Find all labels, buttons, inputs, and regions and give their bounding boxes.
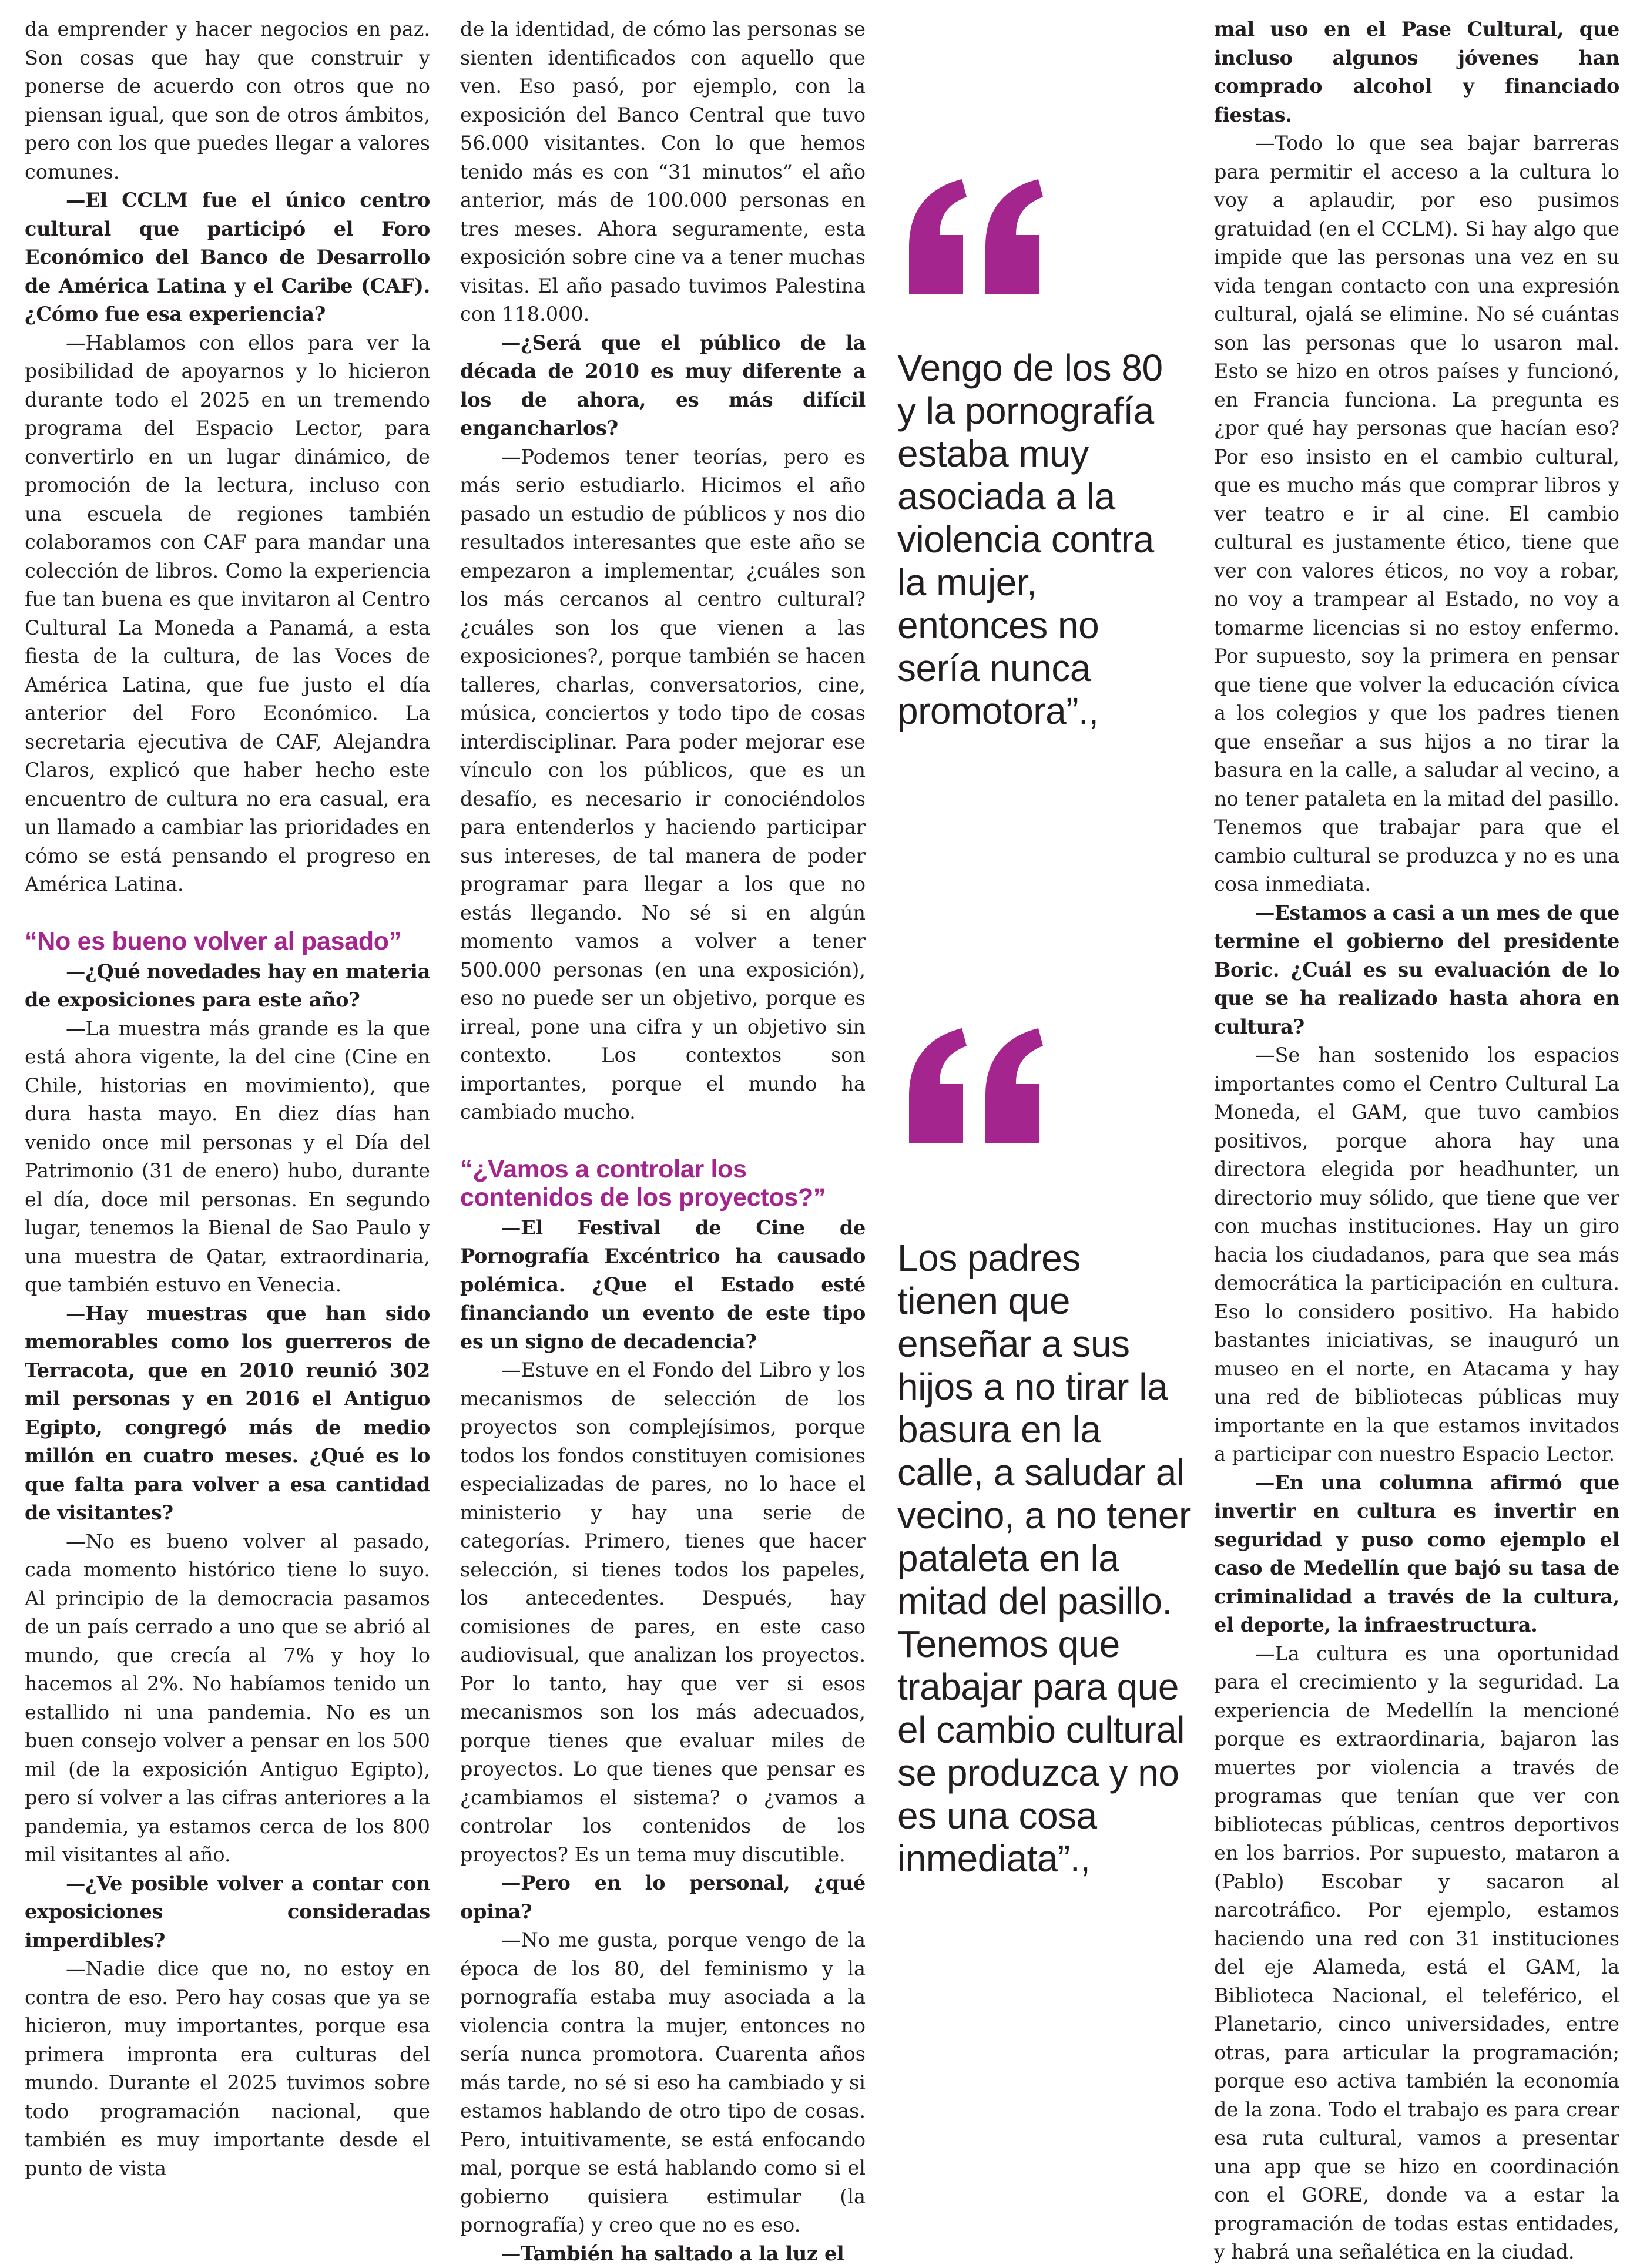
interview-question: —¿Qué novedades hay en materia de exposiciones para este año? xyxy=(25,958,430,1015)
pull-quote-text: Los padres tienen que enseñar a sus hijos a no tirar la basura en la calle, a saludar al vecino, a no tener pataleta en la mitad del pasillo. Tenemos que trabajar para que el cambio cultural se produzca y no es una cosa inmediata”., xyxy=(897,1237,1191,1880)
interview-question: —El Festival de Cine de Pornografía Excéntrico ha causado polémica. ¿Que el Estado esté financiando un evento de este tipo es un signo de decadencia? xyxy=(460,1214,866,1357)
interview-question: —Estamos a casi a un mes de que termine el gobierno del presidente Boric. ¿Cuál es su evaluación de lo que se ha realizado hasta ahora en cultura? xyxy=(1214,899,1619,1042)
paragraph: da emprender y hacer negocios en paz. Son cosas que hay que construir y ponerse de acuerdo con otros que no piensan igual, que son de otros ámbitos, pero con los que puedes llegar a valores comunes. xyxy=(25,15,430,186)
interview-answer: —Estuve en el Fondo del Libro y los mecanismos de selección de los proyectos son complejísimos, porque todos los fondos constituyen comisiones especializadas de pares, no lo hace el ministerio y hay una serie de categorías. Primero, tienes que hacer selección, si tienes todos los papeles, los antecedentes. Después, hay comisiones de pares, en este caso audiovisual, que analizan los proyectos. Por lo tanto, hay que ver si esos mecanismos son los más adecuados, porque tienes que evaluar miles de proyectos. Lo que tienes que pensar es ¿cambiamos el sistema? o ¿vamos a controlar los contenidos de los proyectos? Es un tema muy discutible. xyxy=(460,1356,866,1869)
interview-question: —En una columna afirmó que invertir en cultura es invertir en seguridad y puso como ejemplo el caso de Medellín que bajó su tasa de criminalidad a través de la cultura, el deporte, la infraestructura. xyxy=(1214,1469,1619,1640)
interview-answer: —Hablamos con ellos para ver la posibilidad de apoyarnos y lo hicieron durante todo el 2025 en un tremendo programa del Espacio Lector, para convertirlo en un lugar dinámico, de promoción de la lectura, incluso con una escuela de regiones también colaboramos con CAF para mandar una colección de libros. Como la experiencia fue tan buena es que invitaron al Centro Cultural La Moneda a Panamá, a esta fiesta de la cultura, de las Voces de América Latina, que fue justo el día anterior del Foro Económico. La secretaria ejecutiva de CAF, Alejandra Claros, explicó que haber hecho este encuentro de cultura no era casual, era un llamado a cambiar las prioridades en cómo se está pensando el progreso en América Latina. xyxy=(25,329,430,899)
interview-question: —¿Será que el público de la década de 2010 es muy diferente a los de ahora, es más difícil engancharlos? xyxy=(460,329,866,443)
section-heading: “¿Vamos a controlar los contenidos de los proyectos?” xyxy=(460,1155,866,1212)
article-column-1 xyxy=(25,15,430,2183)
quote-mark-icon xyxy=(897,1019,1050,1149)
article-column-4 xyxy=(1214,15,1619,2267)
interview-question: —También ha saltado a la luz el xyxy=(460,2240,866,2268)
interview-answer: —No me gusta, porque vengo de la época de los 80, del feminismo y la pornografía estaba muy asociada a la violencia contra la mujer, entonces no sería nunca promotora. Cuarenta años más tarde, no sé si eso ha cambiado y si estamos hablando de otro tipo de cosas. Pero, intuitivamente, se está enfocando mal, porque se está hablando como si el gobierno quisiera estimular (la pornografía) y creo que no es eso. xyxy=(460,1926,866,2240)
interview-question: mal uso en el Pase Cultural, que incluso algunos jóvenes han comprado alcohol y financiado fiestas. xyxy=(1214,15,1619,129)
interview-answer: —Podemos tener teorías, pero es más serio estudiarlo. Hicimos el año pasado un estudio de públicos y nos dio resultados interesantes que este año se empezaron a implementar, ¿cuáles son los más cercanos al centro cultural? ¿cuáles son los que vienen a las exposiciones?, porque también se hacen talleres, charlas, conversatorios, cine, música, conciertos y todo tipo de cosas interdisciplinar. Para poder mejorar ese vínculo con los públicos, que es un desafío, es necesario ir conociéndolos para entenderlos y haciendo participar sus intereses, de tal manera de poder programar para llegar a los que no estás llegando. No sé si en algún momento vamos a volver a tener 500.000 personas (en una exposición), eso no puede ser un objetivo, porque es irreal, pone una cifra y un objetivo sin contexto. Los contextos son importantes, porque el mundo ha cambiado mucho. xyxy=(460,443,866,1127)
section-heading: “No es bueno volver al pasado” xyxy=(25,927,430,955)
pull-quote-text: Vengo de los 80 y la pornografía estaba muy asociada a la violencia contra la mujer, entonces no sería nunca promotora”., xyxy=(897,347,1191,733)
pull-quote-1 xyxy=(897,170,1191,733)
pull-quote-2 xyxy=(897,1019,1191,1880)
interview-question: —Pero en lo personal, ¿qué opina? xyxy=(460,1869,866,1926)
interview-answer: —La muestra más grande es la que está ahora vigente, la del cine (Cine en Chile, historias en movimiento), que dura hasta mayo. En diez días han venido once mil personas y el Día del Patrimonio (31 de enero) hubo, durante el día, doce mil personas. En segundo lugar, tenemos la Bienal de Sao Paulo y una muestra de Qatar, extraordinaria, que también estuvo en Venecia. xyxy=(25,1015,430,1300)
interview-answer: —Todo lo que sea bajar barreras para permitir el acceso a la cultura lo voy a aplaudir, por eso pusimos gratuidad (en el CCLM). Si hay algo que impide que las personas una vez en su vida tengan contacto con una expresión cultural, ojalá se elimine. No sé cuántas son las personas que lo usaron mal. Esto se hizo en otros países y funcionó, en Francia funciona. La pregunta es ¿por qué hay personas que hacían eso? Por eso insisto en el cambio cultural, que es mucho más que comprar libros y ver teatro e ir al cine. El cambio cultural es justamente ético, tiene que ver con valores éticos, no voy a robar, no voy a trampear al Estado, no voy a tomarme licencias si no estoy enfermo. Por supuesto, soy la primera en pensar que tiene que volver la educación cívica a los colegios y que los padres tienen que enseñar a sus hijos a no tirar la basura en la calle, a saludar al vecino, a no tener pataleta en la mitad del pasillo. Tenemos que trabajar para que el cambio cultural se produzca y no es una cosa inmediata. xyxy=(1214,129,1619,899)
article-column-2 xyxy=(460,15,866,2268)
quote-mark-icon xyxy=(897,170,1050,300)
paragraph: de la identidad, de cómo las personas se sienten identificados con aquello que ven. Eso pasó, por ejemplo, con la exposición del Banco Central que tuvo 56.000 visitantes. Con lo que hemos tenido más es con “31 minutos” el año anterior, más de 100.000 personas en tres meses. Ahora seguramente, esta exposición sobre cine va a tener muchas visitas. El año pasado tuvimos Palestina con 118.000. xyxy=(460,15,866,329)
interview-question: —El CCLM fue el único centro cultural que participó el Foro Económico del Banco de Desarrollo de América Latina y el Caribe (CAF). ¿Cómo fue esa experiencia? xyxy=(25,186,430,329)
interview-answer: —Nadie dice que no, no estoy en contra de eso. Pero hay cosas que ya se hicieron, muy importantes, porque esa primera impronta era culturas del mundo. Durante el 2025 tuvimos sobre todo programación nacional, que también es muy importante desde el punto de vista xyxy=(25,1955,430,2183)
interview-question: —Hay muestras que han sido memorables como los guerreros de Terracota, que en 2010 reunió 302 mil personas y en 2016 el Antiguo Egipto, congregó más de medio millón en cuatro meses. ¿Qué es lo que falta para volver a esa cantidad de visitantes? xyxy=(25,1300,430,1528)
interview-answer: —La cultura es una oportunidad para el crecimiento y la seguridad. La experiencia de Medellín la mencioné porque es extraordinaria, bajaron las muertes por violencia a través de programas que tenían que ver con bibliotecas públicas, centros deportivos en los barrios. Por supuesto, mataron a (Pablo) Escobar y sacaron al narcotráfico. Por ejemplo, estamos haciendo una red con 31 instituciones del eje Alameda, está el GAM, la Biblioteca Nacional, el teleférico, el Planetario, cinco universidades, entre otras, para articular la programación; porque eso activa también la economía de la zona. Todo el trabajo es para crear esa ruta cultural, vamos a presentar una app que se hizo en coordinación con el GORE, donde va a estar la programación de todas estas entidades, y habrá una señalética en la ciudad. xyxy=(1214,1640,1619,2267)
interview-question: —¿Ve posible volver a contar con exposiciones consideradas imperdibles? xyxy=(25,1870,430,1955)
interview-answer: —Se han sostenido los espacios importantes como el Centro Cultural La Moneda, el GAM, que tuvo cambios positivos, porque ahora hay una directora elegida por headhunter, un directorio muy sólido, que tiene que ver con muchas instituciones. Hay un giro hacia los ciudadanos, para que sea más democrática la participación en cultura. Eso lo considero positivo. Ha habido bastantes iniciativas, se inauguró un museo en el norte, en Atacama y hay una red de bibliotecas públicas muy importante en la que estamos invitados a participar con nuestro Espacio Lector. xyxy=(1214,1041,1619,1469)
interview-answer: —No es bueno volver al pasado, cada momento histórico tiene lo suyo. Al principio de la democracia pasamos de un país cerrado a uno que se abrió al mundo, que crecía al 7% y hoy lo hacemos al 2%. No habíamos tenido un estallido ni una pandemia. No es un buen consejo volver a pensar en los 500 mil (de la exposición Antiguo Egipto), pero sí volver a las cifras anteriores a la pandemia, ya estamos cerca de los 800 mil visitantes al año. xyxy=(25,1528,430,1870)
